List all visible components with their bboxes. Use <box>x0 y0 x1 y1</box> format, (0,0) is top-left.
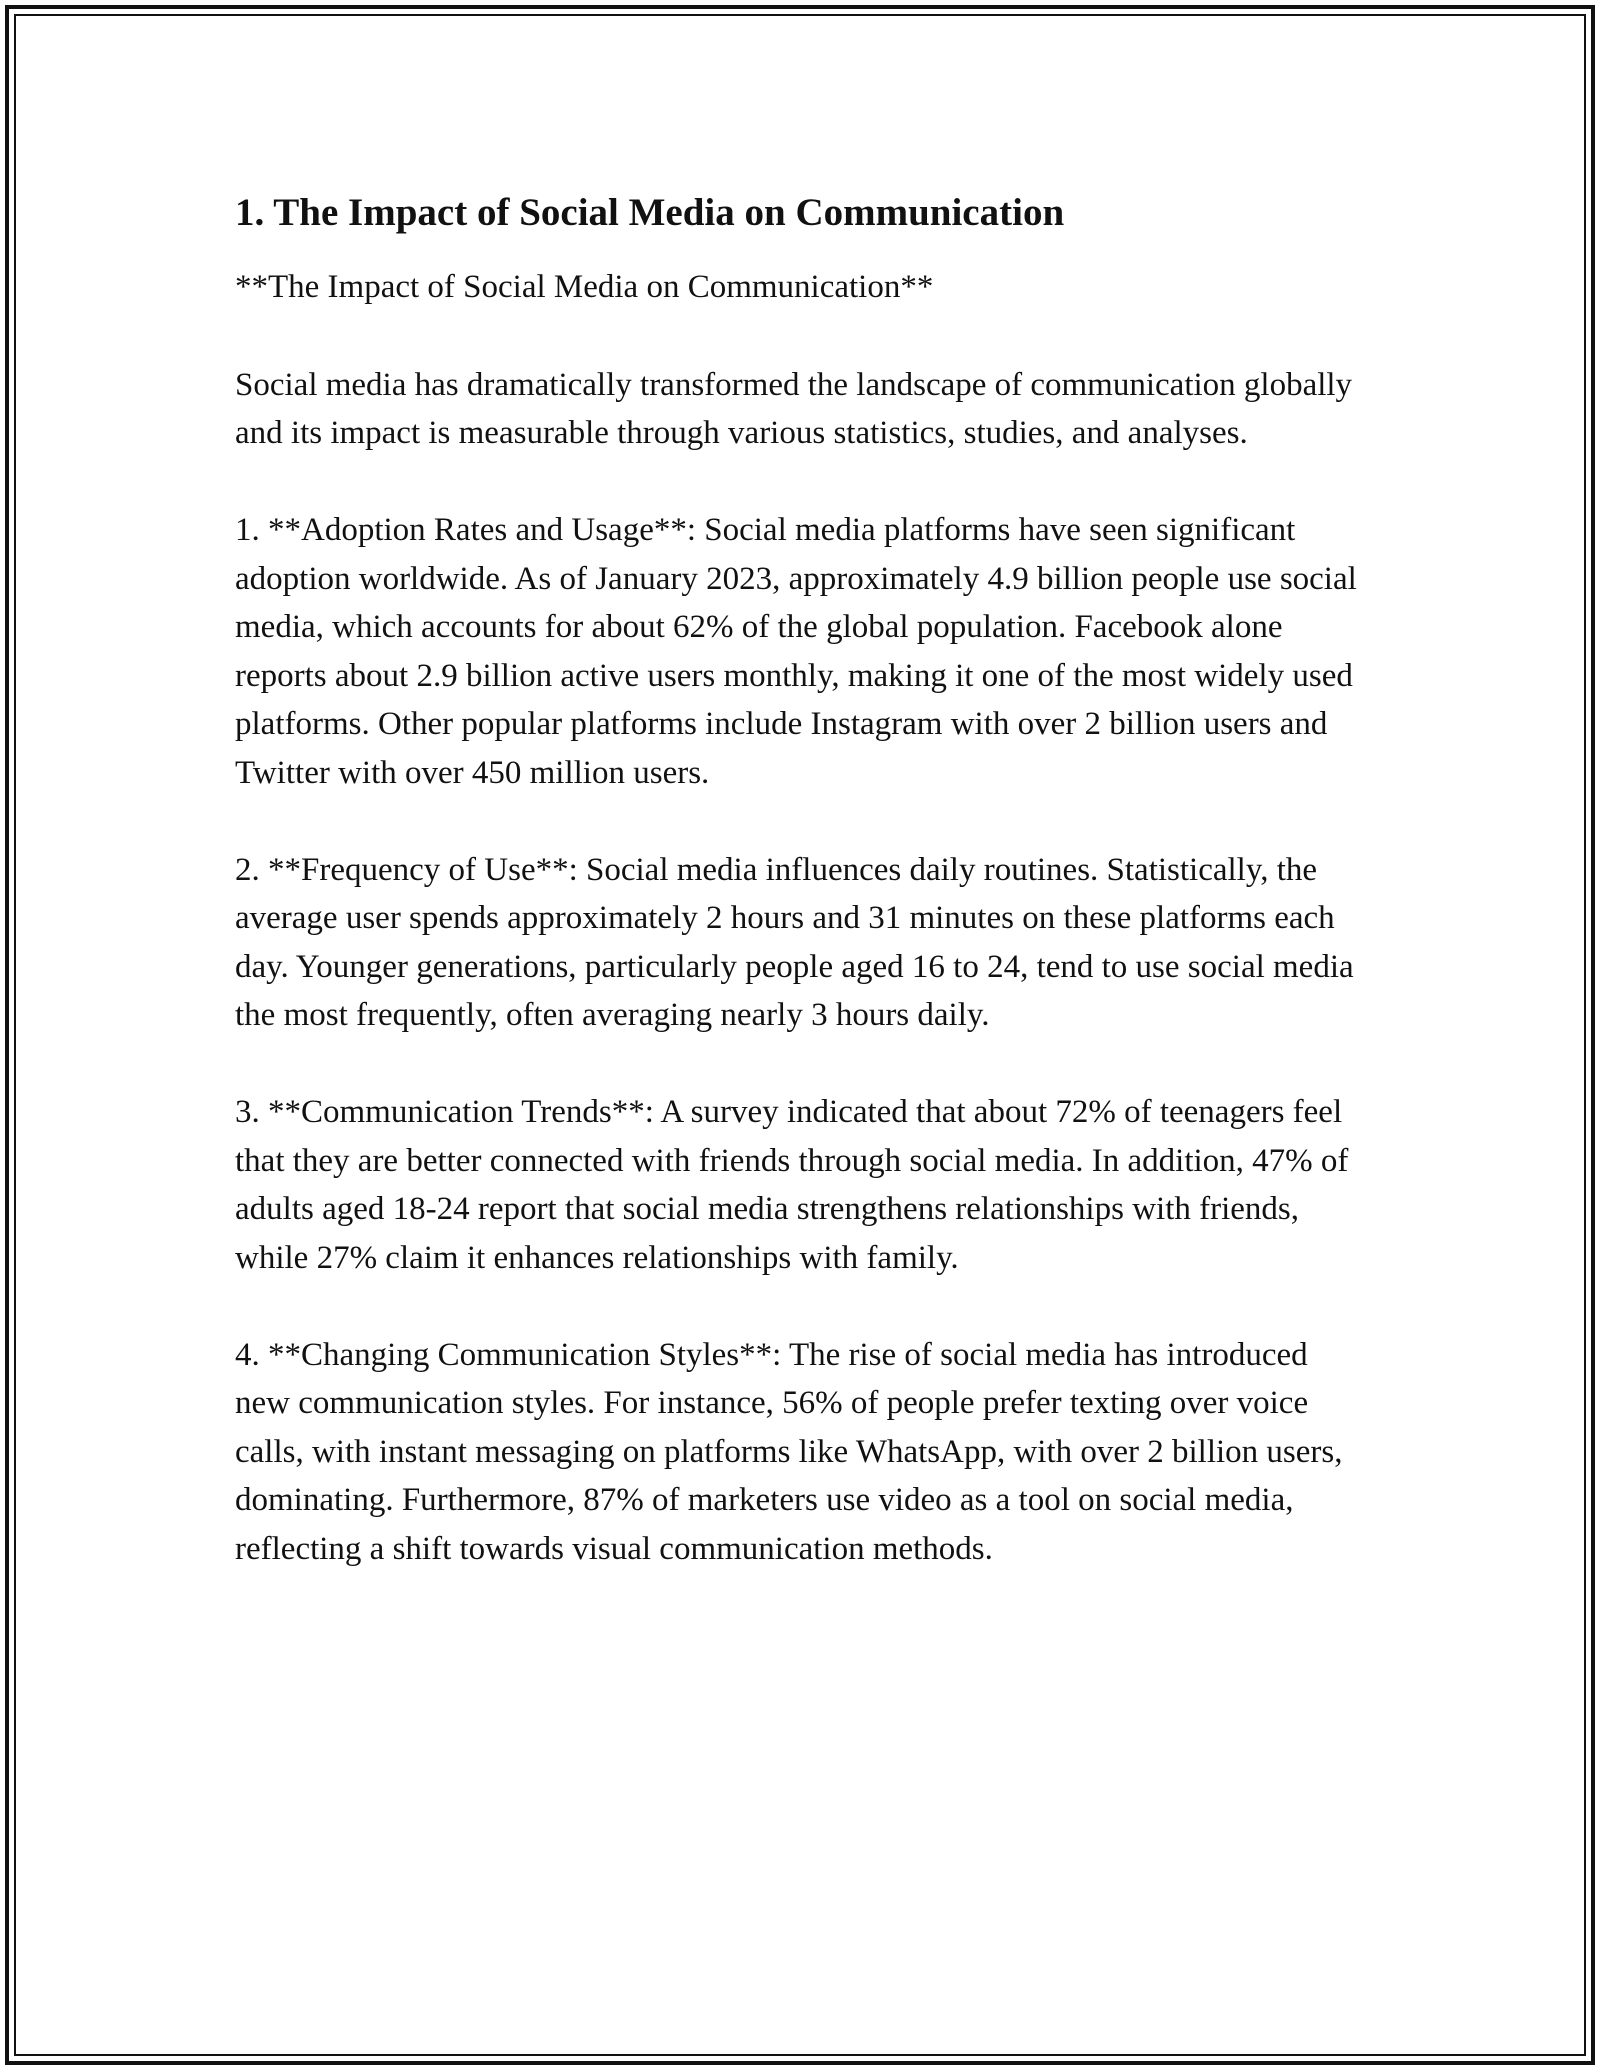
paragraph-communication-styles: 4. **Changing Communication Styles**: The rise of social media has introduced new communication styles. For instance, 56% of people prefer texting over voice calls, with instant messaging on platforms like WhatsApp, with over 2 billion users, dominating. Furthermore, 87% of marketers use video as a tool on social media, reflecting a shift towards visual communication methods. <box>235 1336 1343 1567</box>
document-subtitle: **The Impact of Social Media on Communication** <box>235 269 934 305</box>
paragraph-adoption-rates: 1. **Adoption Rates and Usage**: Social media platforms have seen significant adoption worldwide. As of January 2023, approximately 4.9 billion people use social media, which accounts for about 62% of the global population. Facebook alone reports about 2.9 billion active users monthly, making it one of the most widely used platforms. Other popular platforms include Instagram with over 2 billion users and Twitter with over 450 million users. <box>235 512 1357 791</box>
document-body <box>235 185 1365 1622</box>
paragraph-frequency-of-use: 2. **Frequency of Use**: Social media influences daily routines. Statistically, the average user spends approximately 2 hours and 31 minutes on these platforms each day. Younger generations, particularly people aged 16 to 24, tend to use social media the most frequently, often averaging nearly 3 hours daily. <box>235 851 1354 1033</box>
document-heading: 1. The Impact of Social Media on Communication <box>235 191 1065 234</box>
intro-paragraph: Social media has dramatically transformed the landscape of communication globally and its impact is measurable through various statistics, studies, and analyses. <box>235 366 1353 451</box>
paragraph-communication-trends: 3. **Communication Trends**: A survey indicated that about 72% of teenagers feel that they are better connected with friends through social media. In addition, 47% of adults aged 18-24 report that social media strengthens relationships with friends, while 27% claim it enhances relationships with family. <box>235 1094 1349 1276</box>
